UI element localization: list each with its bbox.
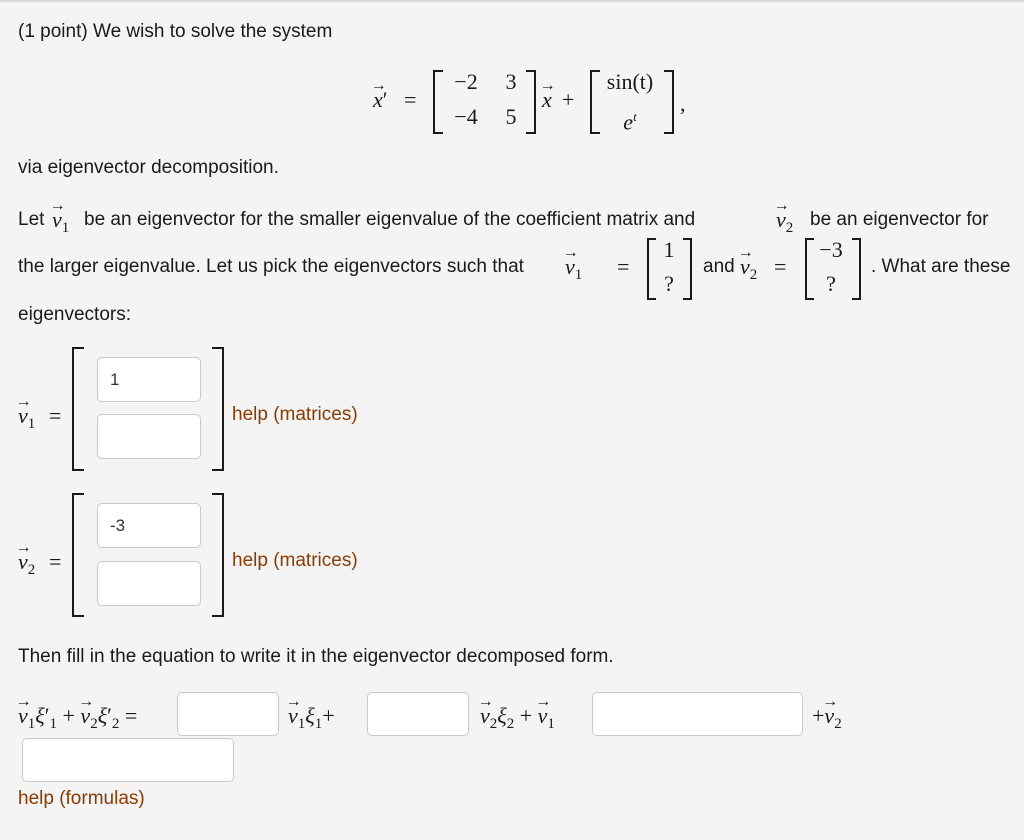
equals-sign-v1: = xyxy=(617,254,630,279)
v2-hint-right-bracket xyxy=(852,238,861,300)
eigenvectors-label: eigenvectors: xyxy=(18,304,132,325)
v1-entry-right-bracket xyxy=(212,347,224,471)
decomp-input-b[interactable] xyxy=(367,692,469,736)
let-line-1-middle: be an eigenvector for the smaller eigenvalue of the coefficient matrix and xyxy=(84,209,696,230)
forcing-sin: sin(t) xyxy=(606,69,654,94)
decomp-input-a[interactable] xyxy=(177,692,279,736)
decomp-term-v1xi1: → $v_1\xi_1+$ xyxy=(288,704,335,731)
equals-sign: = xyxy=(404,87,417,112)
v2-hint-bottom: ? xyxy=(826,271,836,296)
v1-hint-right-bracket xyxy=(683,238,692,300)
v1-entry-label: → $v_1$ xyxy=(18,404,35,431)
top-divider xyxy=(0,0,1024,2)
decomp-term-plus-v2: +→ $v_2$ xyxy=(812,704,842,731)
decomp-lhs: → $v_1\xi'_1$ + → $v_2\xi'_2$ = xyxy=(18,704,137,731)
help-matrices-link-1[interactable]: help (matrices) xyxy=(232,404,358,425)
plus-sign: + xyxy=(562,87,575,112)
v1-top-input[interactable] xyxy=(97,357,201,402)
v2-entry-left-bracket xyxy=(72,493,84,617)
intro-text: (1 point) We wish to solve the system xyxy=(18,21,333,42)
matrix-a22: 5 xyxy=(505,104,517,129)
v1-hint-top: 1 xyxy=(663,237,675,262)
v2-entry-label: → $v_2$ xyxy=(18,550,35,577)
and-word: and xyxy=(703,256,735,277)
v2-symbol-hint: → $v_2$ xyxy=(740,255,757,282)
forcing-exp: $e^t$ xyxy=(623,109,637,135)
v2-entry-equals: = xyxy=(49,549,62,574)
v1-bottom-input[interactable] xyxy=(97,414,201,459)
matrix-a11: −2 xyxy=(454,69,478,94)
v2-symbol: → $v_2$ xyxy=(776,208,793,235)
via-text: via eigenvector decomposition. xyxy=(18,157,279,178)
decomp-input-d[interactable] xyxy=(22,738,234,782)
then-fill-text: Then fill in the equation to write it in the eigenvector decomposed form. xyxy=(18,646,614,667)
v1-entry-left-bracket xyxy=(72,347,84,471)
let-line-2-end: . What are these xyxy=(871,256,1011,277)
forcing-right-bracket xyxy=(664,70,674,134)
v1-symbol: → $v_1$ xyxy=(52,208,69,235)
v1-symbol-hint: → $v_1$ xyxy=(565,255,582,282)
v1-entry-equals: = xyxy=(49,403,62,428)
v1-hint-bottom: ? xyxy=(664,271,674,296)
matrix-left-bracket xyxy=(433,70,443,134)
comma: , xyxy=(680,91,686,116)
decomp-term-v2xi2: → $v_2\xi_2$ + → $v_1$ xyxy=(480,704,555,731)
let-word: Let xyxy=(18,209,45,230)
x-prime: → x′ xyxy=(373,88,388,112)
help-matrices-link-2[interactable]: help (matrices) xyxy=(232,550,358,571)
v2-top-input[interactable] xyxy=(97,503,201,548)
x-vector: → x xyxy=(542,88,552,112)
decomp-input-c[interactable] xyxy=(592,692,803,736)
v2-bottom-input[interactable] xyxy=(97,561,201,606)
matrix-right-bracket xyxy=(526,70,536,134)
help-formulas-link[interactable]: help (formulas) xyxy=(18,788,145,809)
v2-hint-top: −3 xyxy=(819,237,843,262)
let-line-1-end: be an eigenvector for xyxy=(810,209,989,230)
matrix-a21: −4 xyxy=(454,104,478,129)
let-line-2-start: the larger eigenvalue. Let us pick the eigenvectors such that xyxy=(18,256,524,277)
v2-entry-right-bracket xyxy=(212,493,224,617)
matrix-a12: 3 xyxy=(505,69,517,94)
equals-sign-v2: = xyxy=(774,254,787,279)
